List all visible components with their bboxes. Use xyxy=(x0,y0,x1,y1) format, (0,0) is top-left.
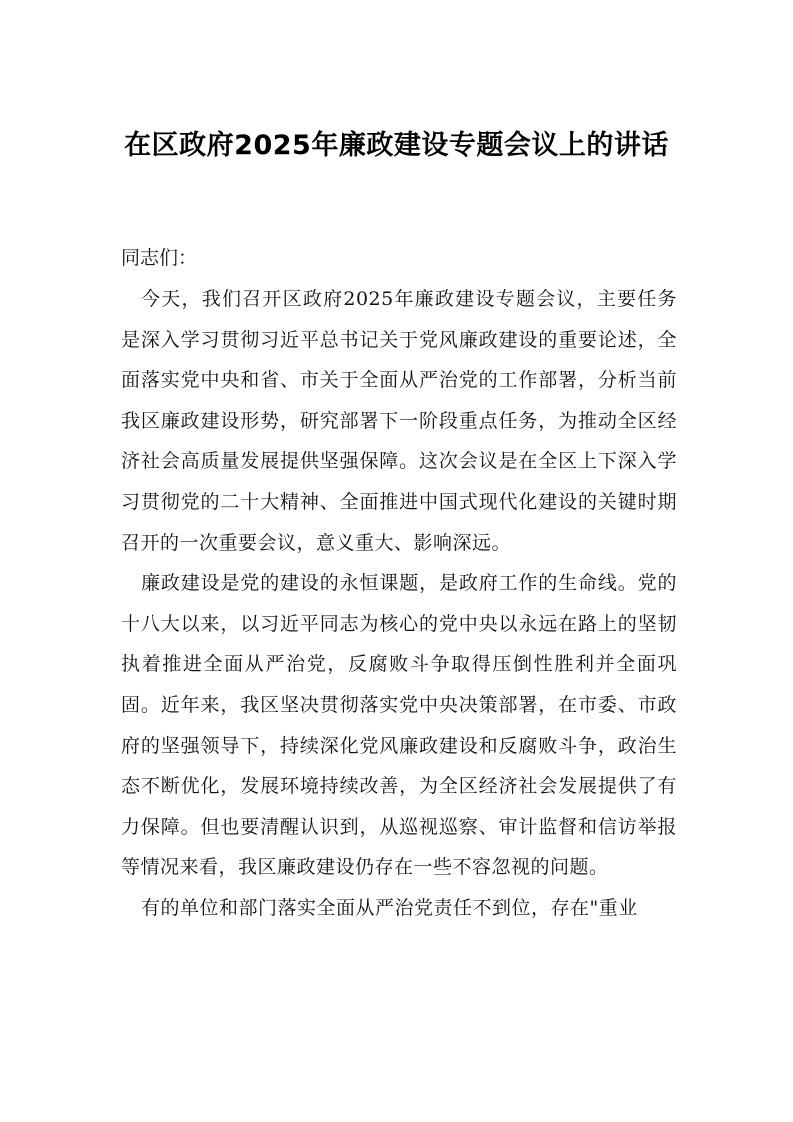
paragraph-opening: 今天，我们召开区政府2025年廉政建设专题会议，主要任务是深入学习贯彻习近平总书记关于党风廉政建设的重要论述，全面落实党中央和省、市关于全面从严治党的工作部署，分析当前我区廉政建设形势，研究部署下一阶段重点任务，为推动全区经济社会高质量发展提供坚强保障。这次会议是在全区上下深入学习贯彻党的二十大精神、全面推进中国式现代化建设的关键时期召开的一次重要会议，意义重大、影响深远。 xyxy=(121,288,677,554)
salutation: 同志们： xyxy=(121,247,198,269)
paragraph-problems: 有的单位和部门落实全面从严治党责任不到位，存在"重业 xyxy=(141,896,638,919)
document-title: 在区政府2025年廉政建设专题会议上的讲话 xyxy=(124,130,669,161)
document-body xyxy=(121,237,677,929)
paragraph-significance: 廉政建设是党的建设的永恒课题，是政府工作的生命线。党的十八大以来，以习近平同志为核心的党中央以永远在路上的坚韧执着推进全面从严治党，反腐败斗争取得压倒性胜利并全面巩固。近年来，我区坚决贯彻落实党中央决策部署，在市委、市政府的坚强领导下，持续深化党风廉政建设和反腐败斗争，政治生态不断优化，发展环境持续改善，为全区经济社会发展提供了有力保障。但也要清醒认识到，从巡视巡察、审计监督和信访举报等情况来看，我区廉政建设仍存在一些不容忽视的问题。 xyxy=(121,572,677,879)
